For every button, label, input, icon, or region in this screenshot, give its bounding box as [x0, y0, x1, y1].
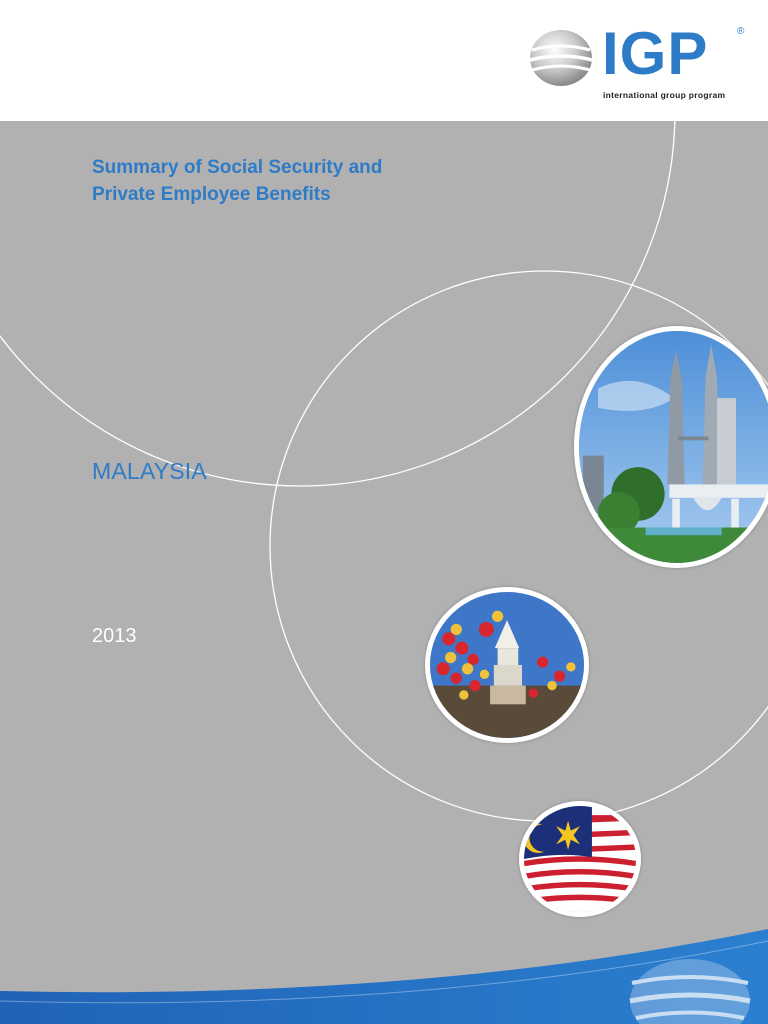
cover-panel: [0, 121, 768, 1024]
malaysian-flag-photo: [519, 801, 641, 917]
logo-wordmark: IGP: [602, 20, 709, 87]
document-title: [92, 154, 512, 208]
registered-mark: ®: [737, 26, 745, 37]
petronas-towers-photo: [574, 326, 768, 568]
document-year: 2013: [92, 625, 137, 647]
country-name: MALAYSIA: [92, 458, 207, 484]
logo-tagline: international group program: [603, 90, 726, 100]
lantern-temple-photo: [425, 587, 589, 743]
igp-logo: [528, 22, 748, 102]
header: [0, 0, 768, 121]
globe-icon: [528, 28, 594, 88]
decorative-arcs: [0, 121, 768, 1024]
title-line-2: Private Employee Benefits: [92, 184, 331, 205]
title-line-1: Summary of Social Security and: [92, 157, 383, 178]
